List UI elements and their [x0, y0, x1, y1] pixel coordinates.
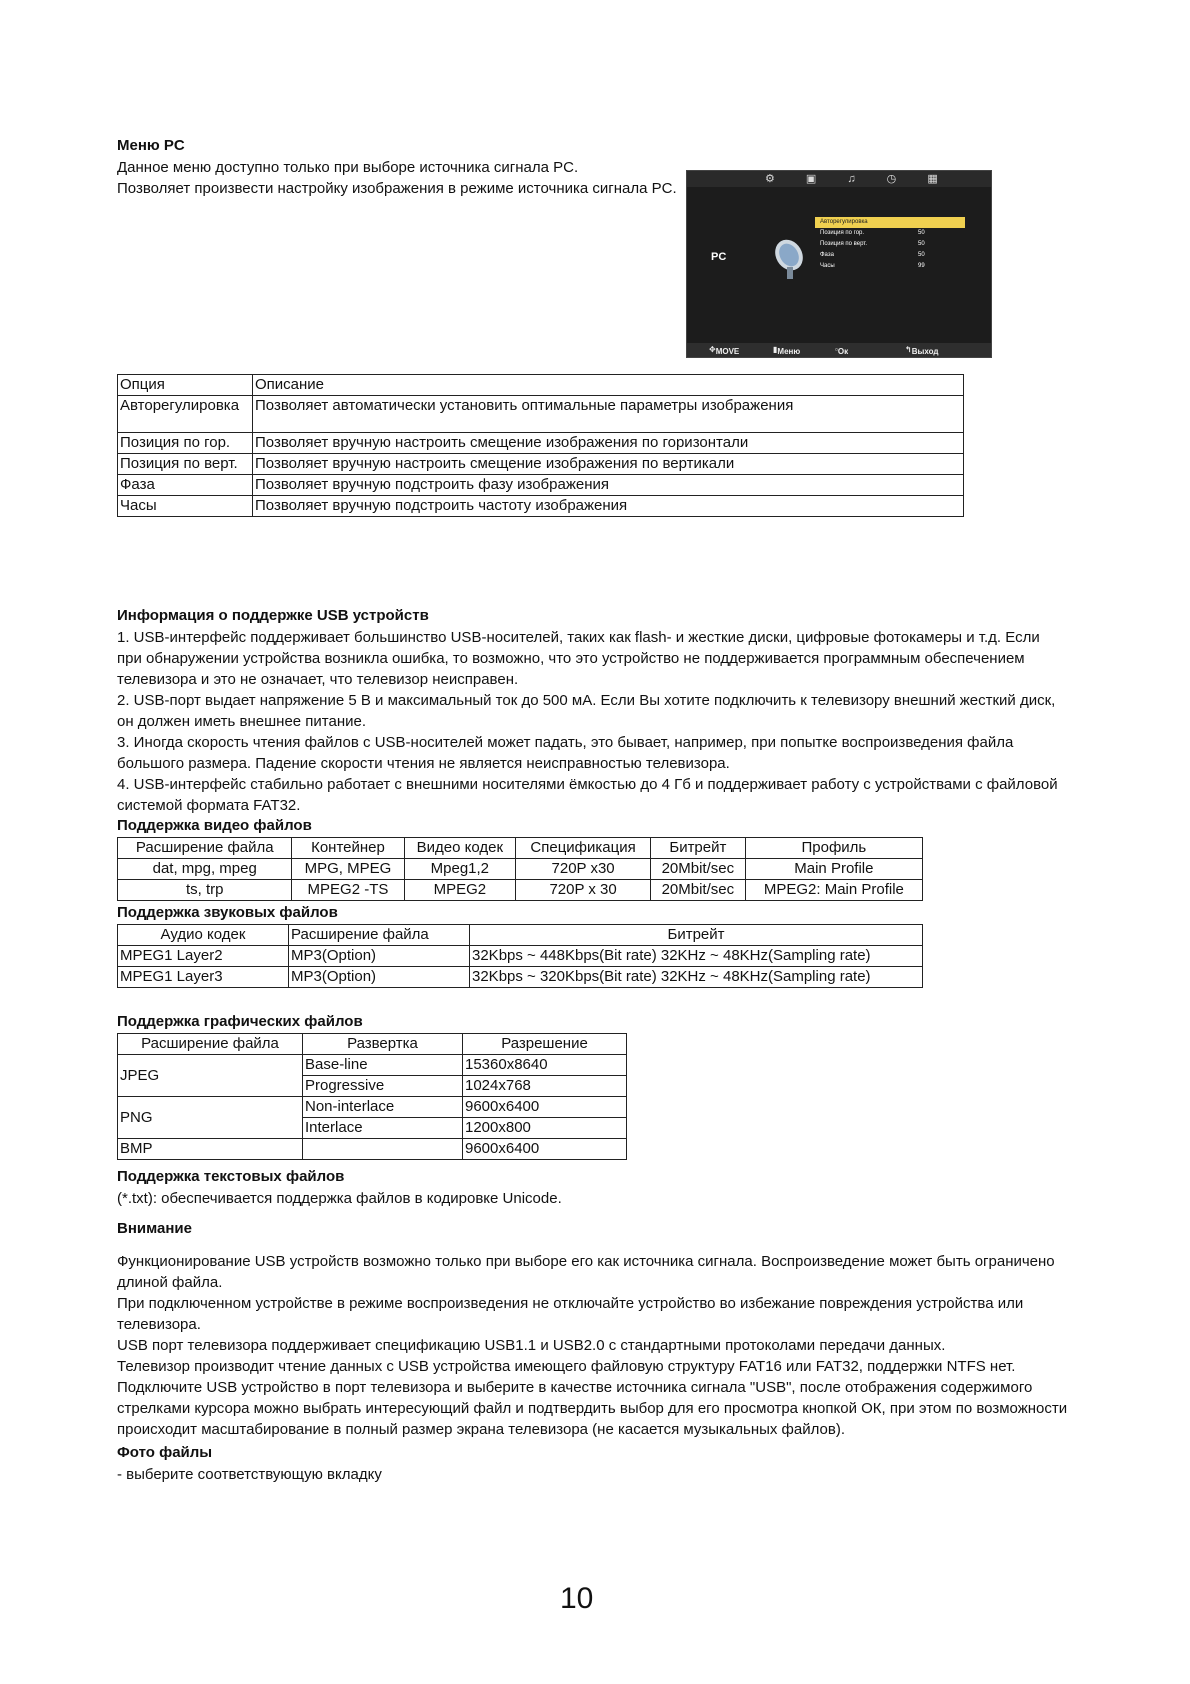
audio-title: Поддержка звуковых файлов	[117, 904, 338, 921]
text-files-line: (*.txt): обеспечивается поддержка файлов в кодировке Unicode.	[117, 1190, 562, 1207]
tv-bottom-bar	[687, 343, 991, 357]
exit-hint: ↰ Выход	[905, 345, 939, 356]
move-hint: ✥ MOVE	[709, 345, 740, 356]
pc-options-table: Опция Описание Авторегулировка Позволяет автоматически установить оптимальные параметры изображения Позиция по гор. Позволяет вручную настроить смещение изображения по горизонтали Позиция по верт. Позволяет вручную настроить смещение изображения по вертикали Фаза Позволяет вручную подстроить фазу изображения Часы Позволяет вручную подстроить частоту изображения	[117, 374, 964, 517]
satellite-dish-icon	[771, 237, 811, 281]
pc-menu-line2: Позволяет произвести настройку изображения в режиме источника сигнала PC.	[117, 180, 677, 197]
tv-menu-icons: ⚙ ▣ ♫ ◷ ▦	[765, 173, 952, 185]
pc-menu-title: Меню PC	[117, 137, 185, 154]
tv-menu-item[interactable]: Фаза 50	[820, 252, 925, 258]
video-title: Поддержка видео файлов	[117, 817, 312, 834]
text-files-title: Поддержка текстовых файлов	[117, 1168, 345, 1185]
page-number: 10	[560, 1582, 594, 1615]
photo-line: - выберите соответствующую вкладку	[117, 1466, 382, 1483]
tv-menu-list	[815, 217, 965, 272]
pc-menu-line1: Данное меню доступно только при выборе источника сигнала PC.	[117, 159, 579, 176]
tv-menu-item[interactable]: Часы 99	[820, 263, 925, 269]
ok-hint: ▫ Ок	[835, 345, 849, 356]
attention-title: Внимание	[117, 1220, 192, 1237]
video-table: Расширение файла Контейнер Видео кодек Спецификация Битрейт Профиль dat, mpg, mpeg MPG, MPEG Mpeg1,2 720P x30 20Mbit/sec Main Profile ts, trp MPEG2 -TS MPEG2 720P x 30 20Mbit/sec MPEG2: Main Profile	[117, 837, 923, 901]
photo-title: Фото файлы	[117, 1444, 213, 1461]
tv-menu-item[interactable]: Позиция по верт. 50	[820, 241, 925, 247]
tv-source-label: PC	[711, 251, 727, 263]
tv-menu-item[interactable]: Позиция по гор. 50	[820, 230, 925, 236]
attention-text: Функционирование USB устройств возможно только при выборе его как источника сигнала. Воспроизведение может быть ограничено длиной файла. При подключенном устройстве в режиме воспроизведения не отключайте устройство во избежание повреждения устройства или телевизора. USB порт телевизора поддерживает спецификацию USB1.1 и USB2.0 с стандартными протоколами передачи данных. Телевизор производит чтение данных с USB устройства имеющего файловую структуру FAT16 или FAT32, поддержки NTFS нет. Подключите USB устройство в порт телевизора и выберите в качестве источника сигнала "USB", после отображения содержимого стрелками курсора можно выбрать интересующий файл и подтвердить выбор для его просмотра кнопкой ОК, при этом по возможности происходит масштабирование в полный размер экрана телевизора (не касается музыкальных файлов).	[117, 1253, 1068, 1438]
tv-menu-screenshot	[686, 170, 992, 358]
image-title: Поддержка графических файлов	[117, 1013, 363, 1030]
tv-topbar	[687, 171, 991, 187]
image-table: Расширение файла Развертка Разрешение JPEG Base-line 15360x8640 Progressive 1024x768 PNG Non-interlace 9600x6400 Interlace 1200x800 BMP 9600x6400	[117, 1033, 627, 1160]
menu-hint: ▮ Меню	[773, 345, 801, 356]
usb-info-text: 1. USB-интерфейс поддерживает большинство USB-носителей, таких как flash- и жесткие диски, цифровые фотокамеры и т.д. Если при обнаружении устройства возникла ошибка, то возможно, что это устройство не поддерживается программным обеспечением телевизора и это не означает, что телевизор неисправен. 2. USB-порт выдает напряжение 5 В и максимальный ток до 500 мА. Если Вы хотите подключить к телевизору внешний жесткий диск, он должен иметь внешнее питание. 3. Иногда скорость чтения файлов с USB-носителей может падать, это бывает, например, при попытке воспроизведения файла большого размера. Падение скорости чтения не является неисправностью телевизора. 4. USB-интерфейс стабильно работает с внешними носителями ёмкостью до 4 Гб и поддерживает работу с устройствами с файловой системой формата FAT32.	[117, 629, 1058, 814]
audio-table: Аудио кодек Расширение файла Битрейт MPEG1 Layer2 MP3(Option) 32Kbps ~ 448Kbps(Bit rate) 32KHz ~ 48KHz(Sampling rate) MPEG1 Layer3 MP3(Option) 32Kbps ~ 320Kbps(Bit rate) 32KHz ~ 48KHz(Sampling rate)	[117, 924, 923, 988]
usb-info-title: Информация о поддержке USB устройств	[117, 607, 429, 624]
tv-menu-item[interactable]: Авторегулировка	[815, 217, 965, 228]
